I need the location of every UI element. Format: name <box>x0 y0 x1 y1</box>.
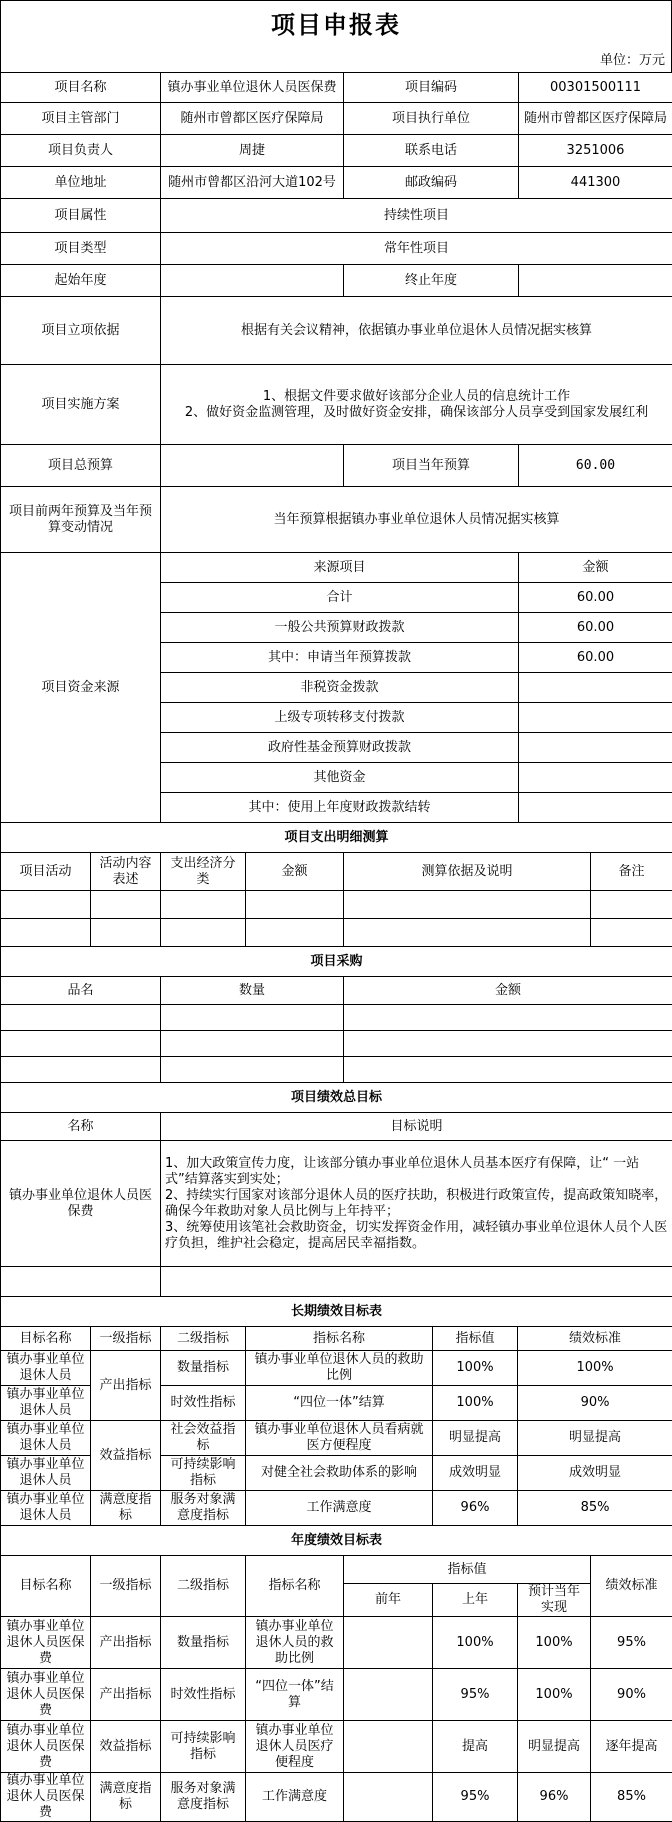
expense-header-content: 活动内容表述 <box>91 853 161 891</box>
annual-header-prev2: 前年 <box>344 1584 433 1617</box>
long-term-header: 目标名称 <box>1 1327 91 1351</box>
end-value <box>519 265 672 297</box>
procurement-header-qty: 数量 <box>161 977 344 1005</box>
basis-value: 根据有关会议精神，依据镇办事业单位退休人员情况据实核算 <box>161 297 672 365</box>
lt-standard: 成效明显 <box>518 1456 672 1491</box>
annual-header-standard: 绩效标准 <box>591 1556 672 1617</box>
funding-row-amount: 60.00 <box>519 613 672 643</box>
overall-goal-line-2: 2、持续实行国家对该部分退休人员的医疗扶助，积极进行政策宣传，提高政策知晓率，确保今年救助对象人员比例与上年持平； <box>165 1188 668 1220</box>
procurement-section-title: 项目采购 <box>1 947 672 977</box>
procurement-header-item: 品名 <box>1 977 161 1005</box>
lt-l2: 社会效益指标 <box>161 1421 246 1456</box>
overall-goal-line-1: 1、加大政策宣传力度，让该部分镇办事业单位退休人员基本医疗有保障，让“ 一站式”结算落实到实处； <box>165 1156 668 1188</box>
addr-label: 单位地址 <box>1 167 161 199</box>
lt-value: 96% <box>433 1491 518 1526</box>
year-budget-label: 项目当年预算 <box>344 445 519 487</box>
lt-l2: 服务对象满意度指标 <box>161 1491 246 1526</box>
start-value <box>161 265 344 297</box>
lt-target: 镇办事业单位退休人员 <box>1 1491 91 1526</box>
type-value: 常年性项目 <box>161 233 672 265</box>
lt-l2: 时效性指标 <box>161 1386 246 1421</box>
table-row <box>1 1491 672 1526</box>
overall-goal-line-3: 3、统筹使用该笔社会救助资金，切实发挥资金作用，减轻镇办事业单位退休人员个人医疗负担，维护社会稳定，提高居民幸福指数。 <box>165 1220 668 1252</box>
an-name: 工作满意度 <box>246 1773 344 1822</box>
basic-info-table <box>0 72 672 553</box>
funding-row-amount <box>519 763 672 793</box>
an-l2: 时效性指标 <box>161 1669 246 1721</box>
an-expected: 100% <box>518 1617 591 1669</box>
an-prev2 <box>344 1669 433 1721</box>
an-l1: 满意度指标 <box>91 1773 161 1822</box>
lt-value: 成效明显 <box>433 1456 518 1491</box>
addr-value: 随州市曾都区沿河大道102号 <box>161 167 344 199</box>
an-l2: 数量指标 <box>161 1617 246 1669</box>
attr-value: 持续性项目 <box>161 199 672 233</box>
an-prev1: 提高 <box>433 1721 518 1773</box>
lt-standard: 明显提高 <box>518 1421 672 1456</box>
zip-label: 邮政编码 <box>344 167 519 199</box>
overall-header-desc: 目标说明 <box>161 1113 672 1141</box>
plan-line-2: 2、做好资金监测管理，及时做好资金安排，确保该部分人员享受到国家发展红利 <box>165 405 668 421</box>
annual-header-l1: 一级指标 <box>91 1556 161 1617</box>
end-label: 终止年度 <box>344 265 519 297</box>
expense-header-basis: 测算依据及说明 <box>344 853 591 891</box>
long-term-header: 二级指标 <box>161 1327 246 1351</box>
name-value: 镇办事业单位退休人员医保费 <box>161 73 344 103</box>
funding-row-name: 其中：使用上年度财政拨款结转 <box>161 793 519 823</box>
lt-name: 对健全社会救助体系的影响 <box>246 1456 433 1491</box>
dept-value: 随州市曾都区医疗保障局 <box>161 103 344 135</box>
expense-header-activity: 项目活动 <box>1 853 91 891</box>
long-term-table <box>0 1296 672 1526</box>
table-row <box>1 1617 672 1669</box>
an-l1: 效益指标 <box>91 1721 161 1773</box>
funding-header-source: 来源项目 <box>161 553 519 583</box>
exec-value: 随州市曾都区医疗保障局 <box>519 103 672 135</box>
funding-row-name: 上级专项转移支付拨款 <box>161 703 519 733</box>
an-expected: 96% <box>518 1773 591 1822</box>
exec-label: 项目执行单位 <box>344 103 519 135</box>
lt-l2: 数量指标 <box>161 1351 246 1386</box>
an-prev1: 100% <box>433 1617 518 1669</box>
an-target: 镇办事业单位退休人员医保费 <box>1 1721 91 1773</box>
annual-section-title: 年度绩效目标表 <box>1 1526 672 1556</box>
lt-value: 100% <box>433 1351 518 1386</box>
lt-standard: 90% <box>518 1386 672 1421</box>
an-standard: 85% <box>591 1773 672 1822</box>
overall-goal-table <box>0 1082 672 1297</box>
owner-label: 项目负责人 <box>1 135 161 167</box>
an-prev2 <box>344 1617 433 1669</box>
annual-header-target: 目标名称 <box>1 1556 91 1617</box>
expense-table <box>0 822 672 947</box>
expense-header-amount: 金额 <box>246 853 344 891</box>
long-term-header: 指标值 <box>433 1327 518 1351</box>
lt-l1: 满意度指标 <box>91 1491 161 1526</box>
long-term-section-title: 长期绩效目标表 <box>1 1297 672 1327</box>
funding-row-amount <box>519 673 672 703</box>
budget-change-label: 项目前两年预算及当年预算变动情况 <box>1 487 161 553</box>
table-row <box>1 1267 672 1297</box>
lt-l1: 效益指标 <box>91 1421 161 1491</box>
annual-table <box>0 1525 672 1822</box>
annual-header-value: 指标值 <box>344 1556 591 1584</box>
lt-standard: 85% <box>518 1491 672 1526</box>
owner-value: 周捷 <box>161 135 344 167</box>
table-row <box>1 1669 672 1721</box>
lt-name: “四位一体”结算 <box>246 1386 433 1421</box>
an-target: 镇办事业单位退休人员医保费 <box>1 1617 91 1669</box>
funding-row-amount: 60.00 <box>519 583 672 613</box>
overall-goal-desc <box>161 1141 672 1267</box>
expense-header-econ: 支出经济分类 <box>161 853 246 891</box>
funding-row-name: 一般公共预算财政拨款 <box>161 613 519 643</box>
procurement-header-amount: 金额 <box>344 977 672 1005</box>
table-row <box>1 1421 672 1456</box>
an-expected: 100% <box>518 1669 591 1721</box>
annual-header-l2: 二级指标 <box>161 1556 246 1617</box>
basis-label: 项目立项依据 <box>1 297 161 365</box>
funding-label: 项目资金来源 <box>1 553 161 823</box>
code-label: 项目编码 <box>344 73 519 103</box>
lt-name: 镇办事业单位退休人员的救助比例 <box>246 1351 433 1386</box>
long-term-header: 一级指标 <box>91 1327 161 1351</box>
an-standard: 逐年提高 <box>591 1721 672 1773</box>
an-prev1: 95% <box>433 1669 518 1721</box>
lt-value: 明显提高 <box>433 1421 518 1456</box>
an-target: 镇办事业单位退休人员医保费 <box>1 1773 91 1822</box>
overall-header-name: 名称 <box>1 1113 161 1141</box>
annual-header-name: 指标名称 <box>246 1556 344 1617</box>
plan-value <box>161 365 672 445</box>
an-name: 镇办事业单位退休人员的救助比例 <box>246 1617 344 1669</box>
an-prev1: 95% <box>433 1773 518 1822</box>
an-expected: 明显提高 <box>518 1721 591 1773</box>
an-l2: 可持续影响指标 <box>161 1721 246 1773</box>
an-l1: 产出指标 <box>91 1669 161 1721</box>
zip-value: 441300 <box>519 167 672 199</box>
type-label: 项目类型 <box>1 233 161 265</box>
long-term-header: 绩效标准 <box>518 1327 672 1351</box>
table-row <box>1 1721 672 1773</box>
funding-row-amount <box>519 793 672 823</box>
funding-row-name: 非税资金拨款 <box>161 673 519 703</box>
funding-row-amount: 60.00 <box>519 643 672 673</box>
annual-header-expected: 预计当年实现 <box>518 1584 591 1617</box>
procurement-table <box>0 946 672 1083</box>
code-value: 00301500111 <box>519 73 672 103</box>
lt-target: 镇办事业单位退休人员 <box>1 1386 91 1421</box>
an-target: 镇办事业单位退休人员医保费 <box>1 1669 91 1721</box>
annual-header-prev1: 上年 <box>433 1584 518 1617</box>
table-row <box>1 1031 672 1057</box>
dept-label: 项目主管部门 <box>1 103 161 135</box>
budget-change-value: 当年预算根据镇办事业单位退休人员情况据实核算 <box>161 487 672 553</box>
phone-label: 联系电话 <box>344 135 519 167</box>
start-label: 起始年度 <box>1 265 161 297</box>
attr-label: 项目属性 <box>1 199 161 233</box>
an-l1: 产出指标 <box>91 1617 161 1669</box>
funding-header-amount: 金额 <box>519 553 672 583</box>
funding-row-amount <box>519 703 672 733</box>
overall-goal-name: 镇办事业单位退休人员医保费 <box>1 1141 161 1267</box>
funding-row-name: 合计 <box>161 583 519 613</box>
funding-row-name: 政府性基金预算财政拨款 <box>161 733 519 763</box>
total-budget-label: 项目总预算 <box>1 445 161 487</box>
unit-label: 单位：万元 <box>0 44 672 72</box>
lt-standard: 100% <box>518 1351 672 1386</box>
year-budget-value: 60.00 <box>519 445 672 487</box>
table-row <box>1 1351 672 1386</box>
funding-row-amount <box>519 733 672 763</box>
overall-section-title: 项目绩效总目标 <box>1 1083 672 1113</box>
expense-header-note: 备注 <box>591 853 672 891</box>
lt-l1: 产出指标 <box>91 1351 161 1421</box>
an-prev2 <box>344 1773 433 1822</box>
total-budget-value <box>161 445 344 487</box>
table-row <box>1 919 672 947</box>
an-name: 镇办事业单位退休人员医疗便程度 <box>246 1721 344 1773</box>
plan-line-1: 1、根据文件要求做好该部分企业人员的信息统计工作 <box>165 389 668 405</box>
lt-target: 镇办事业单位退休人员 <box>1 1351 91 1386</box>
name-label: 项目名称 <box>1 73 161 103</box>
table-row <box>1 891 672 919</box>
form-title: 项目申报表 <box>0 0 672 44</box>
funding-row-name: 其中：申请当年预算拨款 <box>161 643 519 673</box>
lt-target: 镇办事业单位退休人员 <box>1 1456 91 1491</box>
phone-value: 3251006 <box>519 135 672 167</box>
table-row <box>1 1773 672 1822</box>
plan-label: 项目实施方案 <box>1 365 161 445</box>
funding-table <box>0 552 672 823</box>
lt-value: 100% <box>433 1386 518 1421</box>
lt-target: 镇办事业单位退休人员 <box>1 1421 91 1456</box>
expense-section-title: 项目支出明细测算 <box>1 823 672 853</box>
an-standard: 95% <box>591 1617 672 1669</box>
funding-row-name: 其他资金 <box>161 763 519 793</box>
an-name: “四位一体”结算 <box>246 1669 344 1721</box>
table-row <box>1 1005 672 1031</box>
an-l2: 服务对象满意度指标 <box>161 1773 246 1822</box>
an-prev2 <box>344 1721 433 1773</box>
table-row <box>1 1057 672 1083</box>
an-standard: 90% <box>591 1669 672 1721</box>
long-term-header: 指标名称 <box>246 1327 433 1351</box>
lt-l2: 可持续影响指标 <box>161 1456 246 1491</box>
lt-name: 镇办事业单位退休人员看病就医方便程度 <box>246 1421 433 1456</box>
lt-name: 工作满意度 <box>246 1491 433 1526</box>
